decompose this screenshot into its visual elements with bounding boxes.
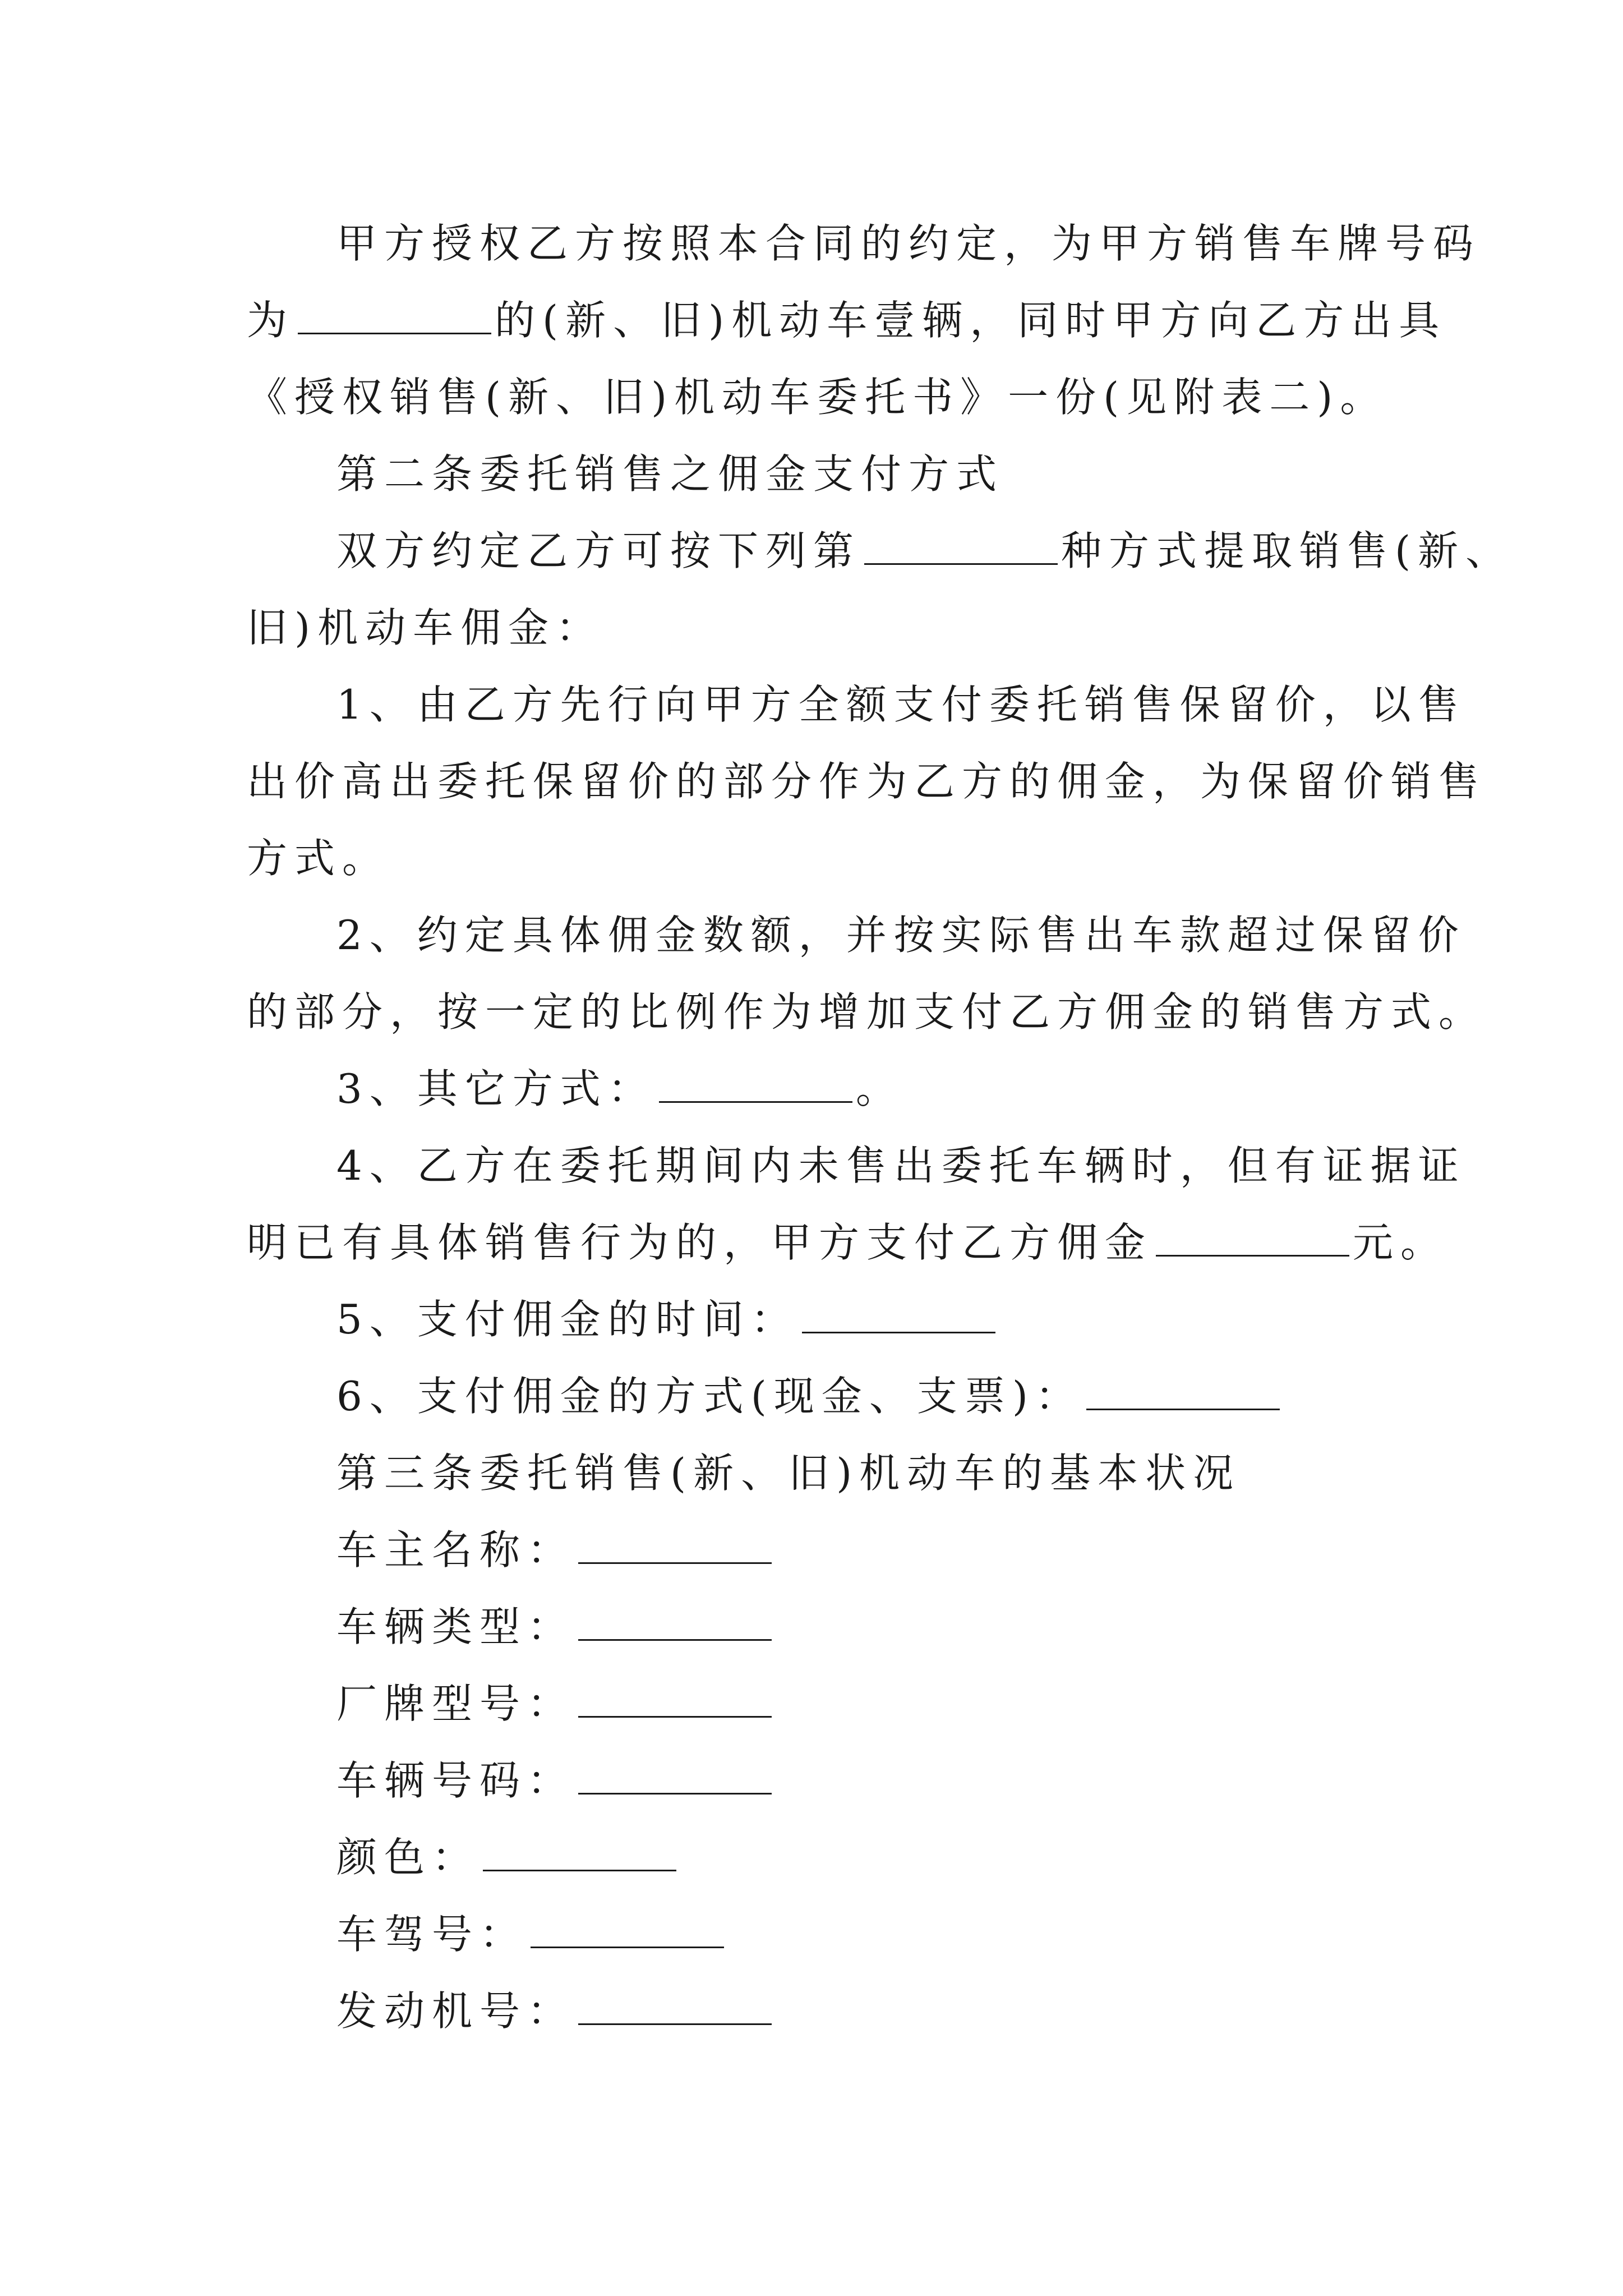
text-run: 元。 xyxy=(1353,1219,1449,1266)
form-field-owner-name xyxy=(247,1512,1391,1589)
field-label: 车辆类型： xyxy=(336,1603,575,1650)
field-label: 厂牌型号： xyxy=(336,1680,575,1727)
paragraph-line xyxy=(247,974,1487,1051)
paragraph-line xyxy=(247,513,1514,590)
form-field-brand-model xyxy=(247,1665,1391,1742)
fill-in-blank xyxy=(659,1073,852,1103)
section-heading xyxy=(247,436,1391,513)
fill-in-blank xyxy=(1156,1227,1349,1257)
paragraph-line xyxy=(247,1128,1466,1204)
field-label: 车辆号码： xyxy=(336,1757,575,1804)
paragraph-line xyxy=(247,205,1481,282)
fill-in-blank xyxy=(578,1765,772,1795)
fill-in-blank xyxy=(578,1995,772,2025)
fill-in-blank xyxy=(298,305,491,334)
paragraph-line xyxy=(247,359,1391,436)
text-run: 甲方授权乙方按照本合同的约定，为甲方销售车牌号码 xyxy=(336,220,1481,267)
fill-in-blank xyxy=(578,1534,772,1564)
form-field-vehicle-type xyxy=(247,1589,1391,1665)
fill-in-blank xyxy=(531,1918,724,1948)
form-field-engine-number xyxy=(247,1973,1391,2050)
fill-in-blank xyxy=(1086,1381,1280,1410)
field-label: 车主名称： xyxy=(336,1526,575,1573)
paragraph-line xyxy=(247,1358,1391,1435)
text-run: 的(新、旧)机动车壹辆，同时甲方向乙方出具 xyxy=(495,297,1447,344)
text-run: 方式。 xyxy=(247,835,390,882)
paragraph-line xyxy=(247,590,1391,666)
text-run: 为 xyxy=(247,297,295,344)
fill-in-blank xyxy=(578,1611,772,1641)
text-run: 种方式提取销售(新、 xyxy=(1061,527,1514,574)
paragraph-line xyxy=(247,897,1466,974)
text-run: 第二条委托销售之佣金支付方式 xyxy=(336,450,1004,498)
field-label: 发动机号： xyxy=(336,1987,575,2035)
field-label: 颜色： xyxy=(336,1834,480,1881)
text-run: 双方约定乙方可按下列第 xyxy=(336,527,861,574)
text-run: 明已有具体销售行为的，甲方支付乙方佣金 xyxy=(247,1219,1153,1266)
paragraph-line xyxy=(247,743,1487,820)
fill-in-blank xyxy=(578,1688,772,1718)
text-run: 《授权销售(新、旧)机动车委托书》一份(见附表二)。 xyxy=(247,374,1388,421)
text-run: 的部分，按一定的比例作为增加支付乙方佣金的销售方式。 xyxy=(247,988,1487,1036)
paragraph-line xyxy=(247,1204,1449,1281)
paragraph-line xyxy=(247,820,1391,897)
form-field-frame-number xyxy=(247,1896,1391,1973)
text-run: 5、支付佣金的时间： xyxy=(336,1296,799,1343)
field-label: 车驾号： xyxy=(336,1911,528,1958)
fill-in-blank xyxy=(864,535,1058,565)
text-run: 出价高出委托保留价的部分作为乙方的佣金，为保留价销售 xyxy=(247,758,1487,805)
text-run: 旧)机动车佣金： xyxy=(247,604,604,651)
text-run: 2、约定具体佣金数额，并按实际售出车款超过保留价 xyxy=(336,912,1466,959)
paragraph-line xyxy=(247,666,1466,743)
fill-in-blank xyxy=(802,1304,995,1333)
text-run: 4、乙方在委托期间内未售出委托车辆时，但有证据证 xyxy=(336,1142,1466,1189)
text-run: 3、其它方式： xyxy=(336,1065,656,1112)
paragraph-line xyxy=(247,1051,1391,1128)
form-field-color xyxy=(247,1819,1391,1896)
paragraph-line xyxy=(247,282,1447,359)
text-run: 1、由乙方先行向甲方全额支付委托销售保留价，以售 xyxy=(336,681,1466,728)
form-field-plate-number xyxy=(247,1742,1391,1819)
section-heading xyxy=(247,1435,1391,1512)
paragraph-line xyxy=(247,1281,1391,1358)
text-run: 第三条委托销售(新、旧)机动车的基本状况 xyxy=(336,1450,1241,1497)
text-run: 6、支付佣金的方式(现金、支票)： xyxy=(336,1373,1083,1420)
text-run: 。 xyxy=(855,1065,903,1112)
fill-in-blank xyxy=(483,1842,676,1871)
